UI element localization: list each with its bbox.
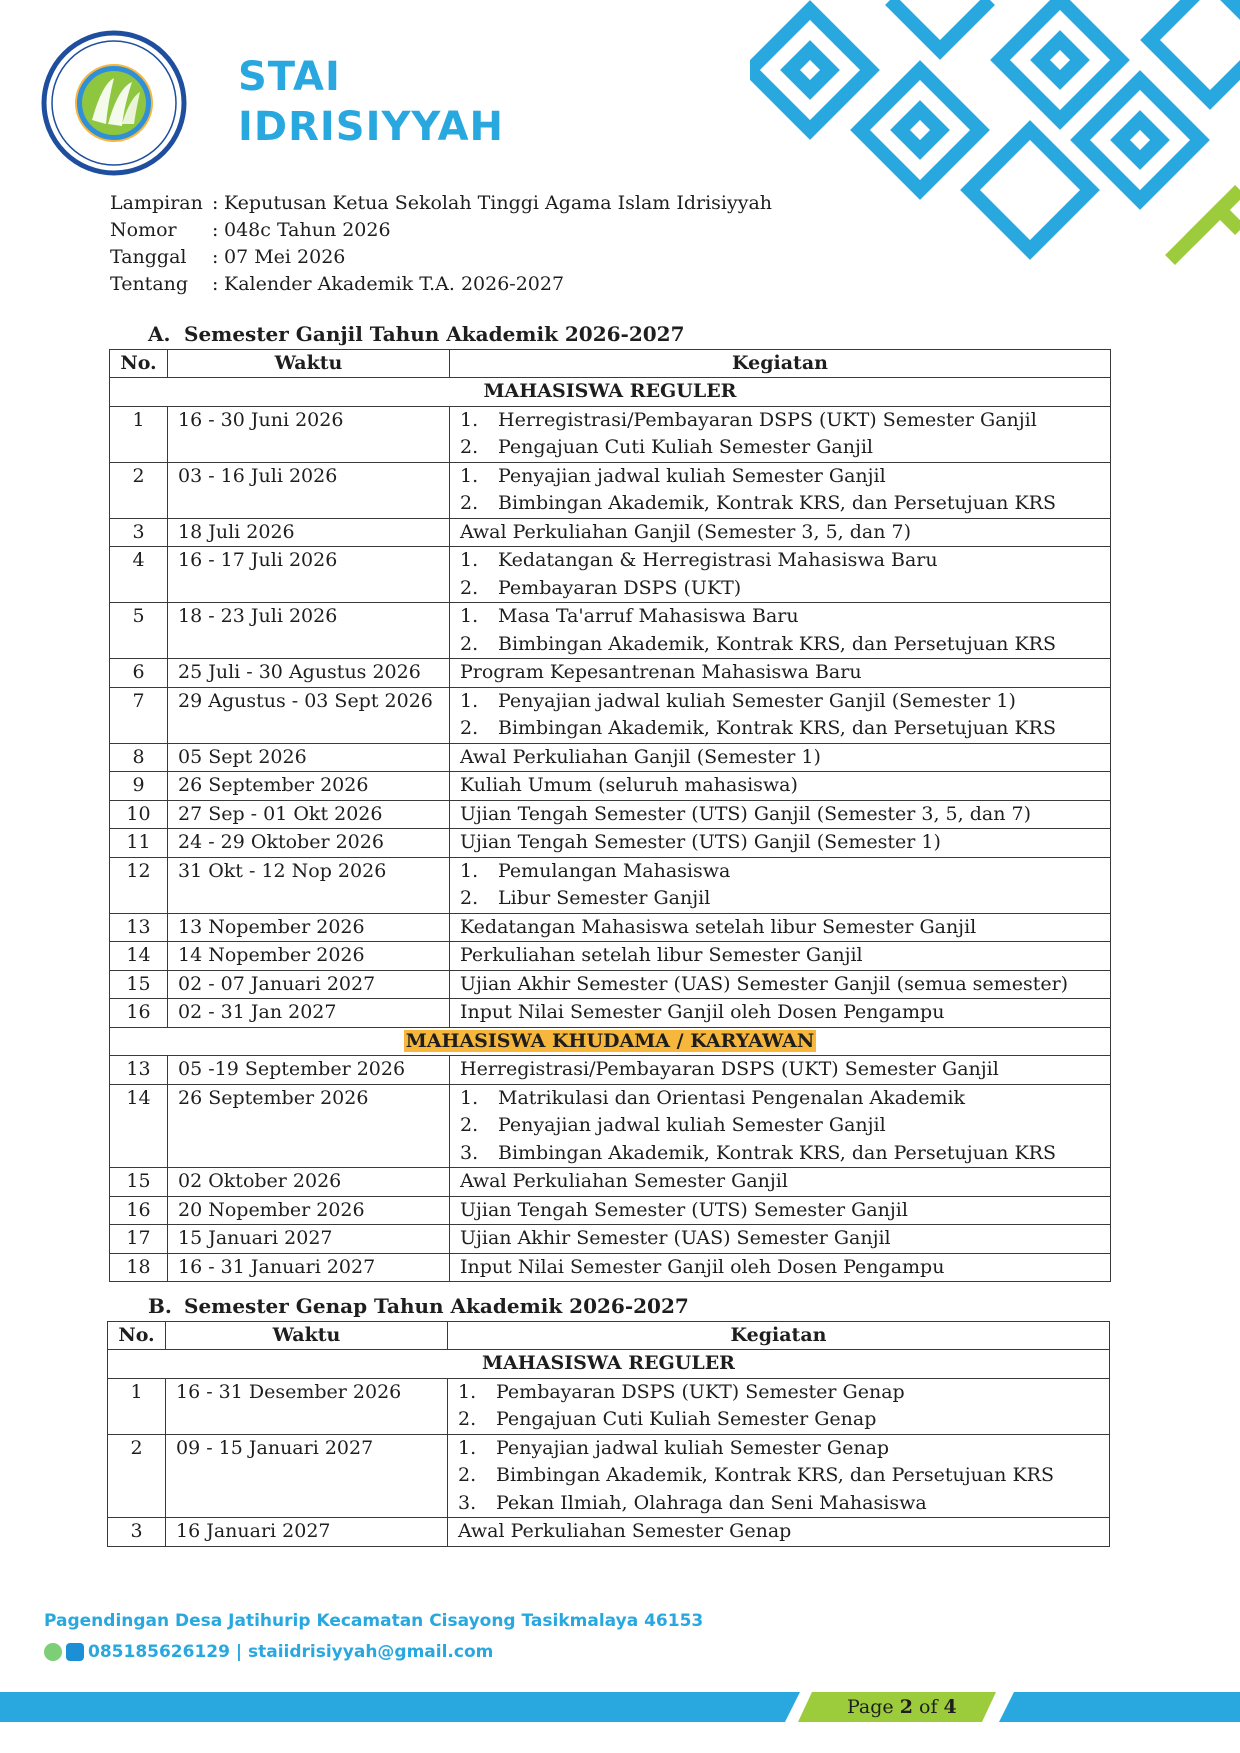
column-header-no: No. xyxy=(110,350,168,378)
item-text: Bimbingan Akademik, Kontrak KRS, dan Persetujuan KRS xyxy=(496,1464,1054,1486)
row-kegiatan: Ujian Tengah Semester (UTS) Semester Ganjil xyxy=(450,1196,1111,1225)
row-waktu: 31 Okt - 12 Nop 2026 xyxy=(168,857,450,913)
telegram-icon xyxy=(66,1643,84,1661)
item-number: 3. xyxy=(460,1141,479,1164)
group-header-row xyxy=(110,378,1111,407)
item-text: Kedatangan & Herregistrasi Mahasiswa Baru xyxy=(498,549,938,571)
item-number: 3. xyxy=(458,1491,477,1514)
row-number: 9 xyxy=(110,772,168,801)
item-text: Herregistrasi/Pembayaran DSPS (UKT) Semester Ganjil xyxy=(498,408,1037,431)
institution-logo xyxy=(36,28,192,178)
group-header xyxy=(108,1350,1110,1379)
row-waktu: 20 Nopember 2026 xyxy=(168,1196,450,1225)
kegiatan-item xyxy=(460,490,1100,518)
item-text: Masa Ta'arruf Mahasiswa Baru xyxy=(498,605,799,627)
item-number: 2. xyxy=(458,1408,477,1430)
group-label: MAHASISWA REGULER xyxy=(483,380,737,402)
meta-key: Tanggal xyxy=(110,246,187,268)
table-row xyxy=(110,687,1111,743)
table-row xyxy=(108,1378,1110,1434)
row-waktu: 16 - 17 Juli 2026 xyxy=(168,547,450,603)
meta-key: Lampiran xyxy=(110,192,203,214)
item-number: 2. xyxy=(458,1464,477,1486)
footer-address: Pagendingan Desa Jatihurip Kecamatan Cisayong Tasikmalaya 46153 xyxy=(44,1611,704,1631)
table-row xyxy=(110,970,1111,999)
table-row xyxy=(110,857,1111,913)
table-row xyxy=(110,547,1111,603)
meta-row: Tentang : Kalender Akademik T.A. 2026-2027 xyxy=(110,271,772,298)
item-number: 2. xyxy=(460,492,479,514)
row-number: 16 xyxy=(110,1196,168,1225)
whatsapp-icon xyxy=(44,1643,62,1661)
row-waktu: 26 September 2026 xyxy=(168,772,450,801)
row-waktu: 25 Juli - 30 Agustus 2026 xyxy=(168,659,450,688)
column-header-kegiatan: Kegiatan xyxy=(450,350,1111,378)
row-kegiatan xyxy=(450,462,1111,518)
section-title-genap: B. Semester Genap Tahun Akademik 2026-2027 xyxy=(148,1294,689,1318)
table-row xyxy=(110,1056,1111,1085)
table-row xyxy=(110,743,1111,772)
kegiatan-item xyxy=(460,885,1100,913)
row-number: 6 xyxy=(110,659,168,688)
section-title-ganjil: A. Semester Ganjil Tahun Akademik 2026-2027 xyxy=(148,322,685,346)
row-kegiatan: Ujian Akhir Semester (UAS) Semester Ganjil xyxy=(450,1225,1111,1254)
item-text: Pekan Ilmiah, Olahraga dan Seni Mahasiswa xyxy=(496,1491,927,1514)
row-number: 15 xyxy=(110,970,168,999)
kegiatan-item xyxy=(460,1085,1100,1113)
item-number: 1. xyxy=(460,549,479,571)
group-header xyxy=(110,1027,1111,1056)
item-text: Pengajuan Cuti Kuliah Semester Ganjil xyxy=(498,436,873,458)
row-kegiatan: Program Kepesantrenan Mahasiswa Baru xyxy=(450,659,1111,688)
kegiatan-item xyxy=(460,407,1100,435)
table-row xyxy=(110,913,1111,942)
row-waktu: 03 - 16 Juli 2026 xyxy=(168,462,450,518)
item-text: Penyajian jadwal kuliah Semester Ganjil xyxy=(498,1114,886,1136)
item-text: Libur Semester Ganjil xyxy=(498,887,711,909)
meta-value: Keputusan Ketua Sekolah Tinggi Agama Islam Idrisiyyah xyxy=(224,192,773,214)
row-waktu: 18 Juli 2026 xyxy=(168,518,450,547)
row-kegiatan: Ujian Tengah Semester (UTS) Ganjil (Semester 3, 5, dan 7) xyxy=(450,800,1111,829)
item-text: Bimbingan Akademik, Kontrak KRS, dan Persetujuan KRS xyxy=(498,492,1056,514)
item-number: 1. xyxy=(460,689,479,712)
row-number: 16 xyxy=(110,999,168,1028)
table-row xyxy=(110,942,1111,971)
brand-line-2: IDRISIYYAH xyxy=(238,104,504,150)
row-waktu: 14 Nopember 2026 xyxy=(168,942,450,971)
table-row xyxy=(110,1168,1111,1197)
calendar-table-genap xyxy=(107,1321,1110,1547)
row-number: 14 xyxy=(110,942,168,971)
row-number: 1 xyxy=(108,1378,166,1434)
item-text: Penyajian jadwal kuliah Semester Genap xyxy=(496,1436,890,1459)
table-row xyxy=(110,999,1111,1028)
kegiatan-item xyxy=(460,688,1100,716)
meta-row: Nomor : 048c Tahun 2026 xyxy=(110,217,772,244)
table-row xyxy=(110,829,1111,858)
table-row xyxy=(110,1196,1111,1225)
table-header-row xyxy=(110,350,1111,378)
kegiatan-item xyxy=(458,1379,1099,1407)
item-number: 1. xyxy=(460,605,479,627)
table-row xyxy=(110,659,1111,688)
row-kegiatan xyxy=(450,687,1111,743)
row-number: 13 xyxy=(110,1056,168,1085)
kegiatan-item xyxy=(458,1462,1099,1490)
item-number: 2. xyxy=(460,632,479,655)
kegiatan-item xyxy=(460,434,1100,462)
row-kegiatan: Ujian Tengah Semester (UTS) Ganjil (Semester 1) xyxy=(450,829,1111,858)
row-kegiatan: Awal Perkuliahan Ganjil (Semester 1) xyxy=(450,743,1111,772)
table-row xyxy=(110,1084,1111,1168)
table-row xyxy=(110,772,1111,801)
row-waktu: 13 Nopember 2026 xyxy=(168,913,450,942)
row-waktu: 27 Sep - 01 Okt 2026 xyxy=(168,800,450,829)
item-number: 2. xyxy=(460,887,479,909)
brand-line-1: STAI xyxy=(238,54,341,100)
row-number: 7 xyxy=(110,687,168,743)
footer-bar xyxy=(0,1690,1240,1730)
row-kegiatan xyxy=(450,857,1111,913)
column-header-waktu: Waktu xyxy=(168,350,450,378)
kegiatan-item xyxy=(460,575,1100,603)
row-waktu: 26 September 2026 xyxy=(168,1084,450,1168)
item-number: 2. xyxy=(460,436,479,458)
row-number: 12 xyxy=(110,857,168,913)
row-waktu: 02 - 07 Januari 2027 xyxy=(168,970,450,999)
row-kegiatan: Kuliah Umum (seluruh mahasiswa) xyxy=(450,772,1111,801)
table-header-row xyxy=(108,1322,1110,1350)
kegiatan-item xyxy=(460,1140,1100,1168)
item-number: 2. xyxy=(460,1114,479,1136)
table-row xyxy=(110,1225,1111,1254)
row-number: 17 xyxy=(110,1225,168,1254)
meta-value: 07 Mei 2026 xyxy=(224,246,346,268)
item-text: Penyajian jadwal kuliah Semester Ganjil xyxy=(498,464,886,487)
row-kegiatan: Perkuliahan setelah libur Semester Ganjil xyxy=(450,942,1111,971)
table-row xyxy=(110,800,1111,829)
item-number: 1. xyxy=(458,1380,477,1403)
contact-text: 085185626129 | staiidrisiyyah@gmail.com xyxy=(88,1642,494,1662)
item-number: 1. xyxy=(460,1086,479,1109)
row-waktu: 05 Sept 2026 xyxy=(168,743,450,772)
row-kegiatan: Input Nilai Semester Ganjil oleh Dosen Pengampu xyxy=(450,999,1111,1028)
calendar-table-ganjil xyxy=(109,349,1111,1282)
table-row xyxy=(108,1434,1110,1518)
kegiatan-item xyxy=(458,1406,1099,1434)
column-header-kegiatan: Kegiatan xyxy=(448,1322,1110,1350)
row-waktu: 02 - 31 Jan 2027 xyxy=(168,999,450,1028)
row-number: 3 xyxy=(110,518,168,547)
row-waktu: 29 Agustus - 03 Sept 2026 xyxy=(168,687,450,743)
item-number: 1. xyxy=(460,408,479,431)
table-row xyxy=(108,1518,1110,1547)
row-kegiatan xyxy=(448,1378,1110,1434)
table-row xyxy=(110,518,1111,547)
item-text: Pemulangan Mahasiswa xyxy=(498,859,731,882)
item-text: Bimbingan Akademik, Kontrak KRS, dan Persetujuan KRS xyxy=(498,632,1056,655)
meta-value: Kalender Akademik T.A. 2026-2027 xyxy=(224,273,565,295)
page-indicator: Page 2 of 4 xyxy=(847,1696,957,1718)
brand-name xyxy=(238,52,504,152)
row-number: 15 xyxy=(110,1168,168,1197)
item-text: Penyajian jadwal kuliah Semester Ganjil (Semester 1) xyxy=(498,689,1016,712)
row-number: 11 xyxy=(110,829,168,858)
row-kegiatan: Awal Perkuliahan Semester Genap xyxy=(448,1518,1110,1547)
row-kegiatan: Awal Perkuliahan Semester Ganjil xyxy=(450,1168,1111,1197)
kegiatan-item xyxy=(460,463,1100,491)
group-label: MAHASISWA KHUDAMA / KARYAWAN xyxy=(405,1029,815,1052)
row-waktu: 16 - 31 Januari 2027 xyxy=(168,1253,450,1282)
row-number: 1 xyxy=(110,406,168,462)
row-number: 2 xyxy=(108,1434,166,1518)
row-kegiatan: Herregistrasi/Pembayaran DSPS (UKT) Semester Ganjil xyxy=(450,1056,1111,1085)
kegiatan-item xyxy=(460,715,1100,743)
row-waktu: 24 - 29 Oktober 2026 xyxy=(168,829,450,858)
row-number: 3 xyxy=(108,1518,166,1547)
row-waktu: 18 - 23 Juli 2026 xyxy=(168,603,450,659)
row-waktu: 16 - 31 Desember 2026 xyxy=(166,1378,448,1434)
row-number: 5 xyxy=(110,603,168,659)
kegiatan-item xyxy=(458,1490,1099,1518)
row-number: 13 xyxy=(110,913,168,942)
table-row xyxy=(110,462,1111,518)
item-text: Matrikulasi dan Orientasi Pengenalan Akademik xyxy=(498,1086,966,1109)
group-header-row xyxy=(110,1027,1111,1056)
row-kegiatan: Ujian Akhir Semester (UAS) Semester Ganjil (semua semester) xyxy=(450,970,1111,999)
document-meta xyxy=(110,190,772,298)
item-text: Bimbingan Akademik, Kontrak KRS, dan Persetujuan KRS xyxy=(498,1141,1056,1164)
meta-row: Tanggal : 07 Mei 2026 xyxy=(110,244,772,271)
row-waktu: 09 - 15 Januari 2027 xyxy=(166,1434,448,1518)
item-number: 1. xyxy=(460,464,479,487)
meta-key: Tentang xyxy=(110,273,189,295)
table-row xyxy=(110,603,1111,659)
group-header-row xyxy=(108,1350,1110,1379)
item-text: Bimbingan Akademik, Kontrak KRS, dan Persetujuan KRS xyxy=(498,717,1056,739)
row-waktu: 16 - 30 Juni 2026 xyxy=(168,406,450,462)
row-number: 8 xyxy=(110,743,168,772)
column-header-waktu: Waktu xyxy=(166,1322,448,1350)
row-kegiatan: Awal Perkuliahan Ganjil (Semester 3, 5, dan 7) xyxy=(450,518,1111,547)
item-text: Pembayaran DSPS (UKT) xyxy=(498,576,742,599)
kegiatan-item xyxy=(460,603,1100,631)
row-kegiatan xyxy=(450,547,1111,603)
row-waktu: 16 Januari 2027 xyxy=(166,1518,448,1547)
column-header-no: No. xyxy=(108,1322,166,1350)
row-waktu: 05 -19 September 2026 xyxy=(168,1056,450,1085)
table-row xyxy=(110,406,1111,462)
meta-value: 048c Tahun 2026 xyxy=(224,219,391,241)
item-text: Pembayaran DSPS (UKT) Semester Genap xyxy=(496,1380,905,1403)
kegiatan-item xyxy=(460,631,1100,659)
group-label: MAHASISWA REGULER xyxy=(482,1352,735,1374)
row-number: 2 xyxy=(110,462,168,518)
row-number: 10 xyxy=(110,800,168,829)
row-number: 4 xyxy=(110,547,168,603)
row-waktu: 02 Oktober 2026 xyxy=(168,1168,450,1197)
header-ornament xyxy=(750,0,1240,310)
kegiatan-item xyxy=(460,1112,1100,1140)
kegiatan-item xyxy=(460,858,1100,886)
item-text: Pengajuan Cuti Kuliah Semester Genap xyxy=(496,1408,877,1430)
row-kegiatan: Kedatangan Mahasiswa setelah libur Semester Ganjil xyxy=(450,913,1111,942)
row-number: 14 xyxy=(110,1084,168,1168)
row-kegiatan xyxy=(450,1084,1111,1168)
kegiatan-item xyxy=(460,547,1100,575)
item-number: 2. xyxy=(460,717,479,739)
row-waktu: 15 Januari 2027 xyxy=(168,1225,450,1254)
meta-row: Lampiran : Keputusan Ketua Sekolah Tinggi Agama Islam Idrisiyyah xyxy=(110,190,772,217)
meta-key: Nomor xyxy=(110,219,177,241)
row-kegiatan xyxy=(450,406,1111,462)
row-kegiatan xyxy=(448,1434,1110,1518)
row-number: 18 xyxy=(110,1253,168,1282)
item-number: 1. xyxy=(460,859,479,882)
item-number: 2. xyxy=(460,576,479,599)
table-row xyxy=(110,1253,1111,1282)
row-kegiatan xyxy=(450,603,1111,659)
kegiatan-item xyxy=(458,1435,1099,1463)
group-header xyxy=(110,378,1111,407)
footer-contact xyxy=(44,1642,493,1662)
row-kegiatan: Input Nilai Semester Ganjil oleh Dosen Pengampu xyxy=(450,1253,1111,1282)
item-number: 1. xyxy=(458,1436,477,1459)
